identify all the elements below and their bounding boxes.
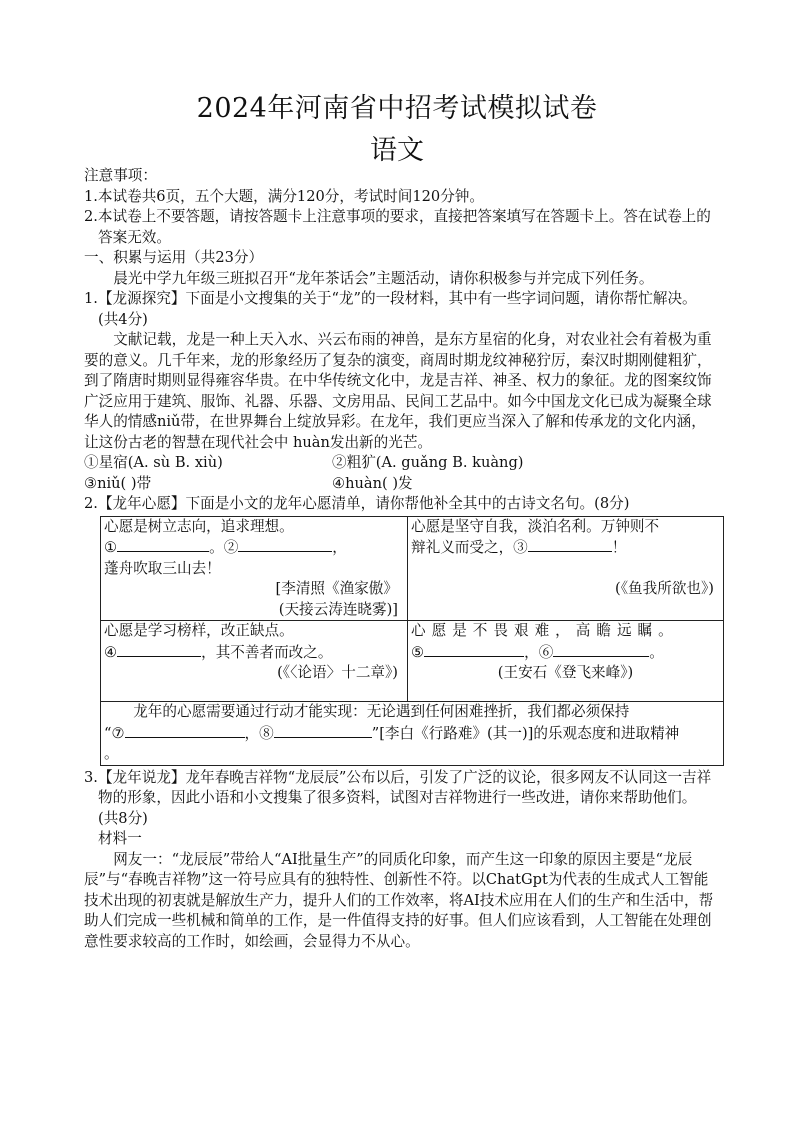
- material-label: 材料一: [98, 830, 142, 847]
- question-1-prompt: 1.【龙源探究】下面是小文搜集的关于“龙”的一段材料，其中有一些字词问题，请你帮忙解决。(共4分): [84, 290, 697, 328]
- q1-option-3: ③niǔ( )带: [84, 474, 152, 492]
- exam-body: [84, 166, 716, 952]
- notice-item-2: 2.本试卷上不要答题，请按答题卡上注意事项的要求，直接把答案填写在答题卡上。答在试卷上的答案无效。: [84, 208, 711, 246]
- notice-item-1: 1.本试卷共6页，五个大题，满分120分，考试时间120分钟。: [84, 187, 484, 205]
- page-subtitle: 语文: [370, 135, 424, 166]
- answer-blank-3[interactable]: [528, 537, 612, 552]
- answer-blank-6[interactable]: [553, 642, 649, 657]
- material-passage: 网友一：“龙辰辰”带给人“AI批量生产”的同质化印象，而产生这一印象的原因主要是“龙辰辰”与“春晚吉祥物”这一符号应具有的独特性、创新性不符。以ChatGpt为代表的生成式人工智能技术出现的初衷就是解放生产力，提升人们的工作效率，将AI技术应用在人们的生产和生活中，帮助人们完成一些机械和简单的工作，是一件值得支持的好事。但人们应该看到，人工智能在处理创意性要求较高的工作时，如绘画，会显得力不从心。: [84, 850, 714, 950]
- answer-blank-7[interactable]: [125, 723, 245, 738]
- wish-cell-2: 心愿是坚守自我，淡泊名利。万钟则不 辩礼义而受之，③ ！ (《鱼我所欲也》): [408, 516, 724, 621]
- question-3-prompt: 3.【龙年说龙】龙年春晚吉祥物“龙辰辰”公布以后，引发了广泛的议论，很多网友不认同这一吉祥物的形象，因此小语和小文搜集了很多资料，试图对吉祥物进行一些改进，请你来帮助他们。(共8分): [84, 768, 712, 827]
- question-1-passage: 文献记载，龙是一种上天入水、兴云布雨的神兽，是东方星宿的化身，对农业社会有着极为重要的意义。几千年来，龙的形象经历了复杂的演变，商周时期龙纹神秘狞厉，秦汉时期刚健粗犷，到了隋唐时期则显得雍容华贵。在中华传统文化中，龙是吉祥、神圣、权力的象征。龙的图案纹饰广泛应用于建筑、服饰、礼器、乐器、文房用品、民间工艺品中。如今中国龙文化已成为凝聚全球华人的情感niǔ带，在世界舞台上绽放异彩。在龙年，我们更应当深入了解和传承龙的文化内涵，让这份古老的智慧在现代社会中 huàn发出新的光芒。: [84, 331, 712, 451]
- answer-blank-8[interactable]: [274, 723, 372, 738]
- answer-blank-4[interactable]: [117, 642, 201, 657]
- section-intro: 晨光中学九年级三班拟召开“龙年茶话会”主题活动，请你积极参与并完成下列任务。: [113, 269, 654, 287]
- q1-option-4: ④huàn( )发: [332, 474, 413, 492]
- answer-blank-5[interactable]: [424, 642, 524, 657]
- question-2-prompt: 2.【龙年心愿】下面是小文的龙年心愿清单，请你帮他补全其中的古诗文名句。(8分): [84, 495, 630, 512]
- q1-options-row-1: [84, 453, 716, 474]
- section-heading: 一、积累与运用（共23分）: [84, 249, 264, 266]
- wish-cell-3: 心愿是学习榜样，改正缺点。 ④ ，其不善者而改之。 (《〈论语〉十二章》): [101, 621, 408, 702]
- wish-cell-5: 龙年的心愿需要通过行动才能实现：无论遇到任何困难挫折，我们都必须保持 “⑦ ，⑧ ”[李白《行路难》(其一)]的乐观态度和进取精神 。: [101, 702, 724, 766]
- page-title: 2024年河南省中招考试模拟试卷: [196, 93, 598, 124]
- q1-option-1: ①星宿(A. sù B. xiù): [84, 454, 223, 471]
- q1-option-2: ②粗犷(A. guǎng B. kuàng): [332, 454, 524, 471]
- notice-heading: 注意事项：: [84, 167, 157, 184]
- answer-blank-1[interactable]: [117, 537, 209, 552]
- wish-table: [100, 516, 724, 766]
- wish-cell-4: 心愿是不畏艰难，高瞻远瞩。 ⑤ ，⑥ 。 (王安石《登飞来峰》): [408, 621, 724, 702]
- q1-options-row-2: [84, 474, 716, 495]
- wish-cell-1: 心愿是树立志向，追求理想。 ① 。② ， 蓬舟吹取三山去！ [李清照《渔家傲》 (天接云涛连晓雾)]: [101, 516, 408, 621]
- answer-blank-2[interactable]: [238, 537, 332, 552]
